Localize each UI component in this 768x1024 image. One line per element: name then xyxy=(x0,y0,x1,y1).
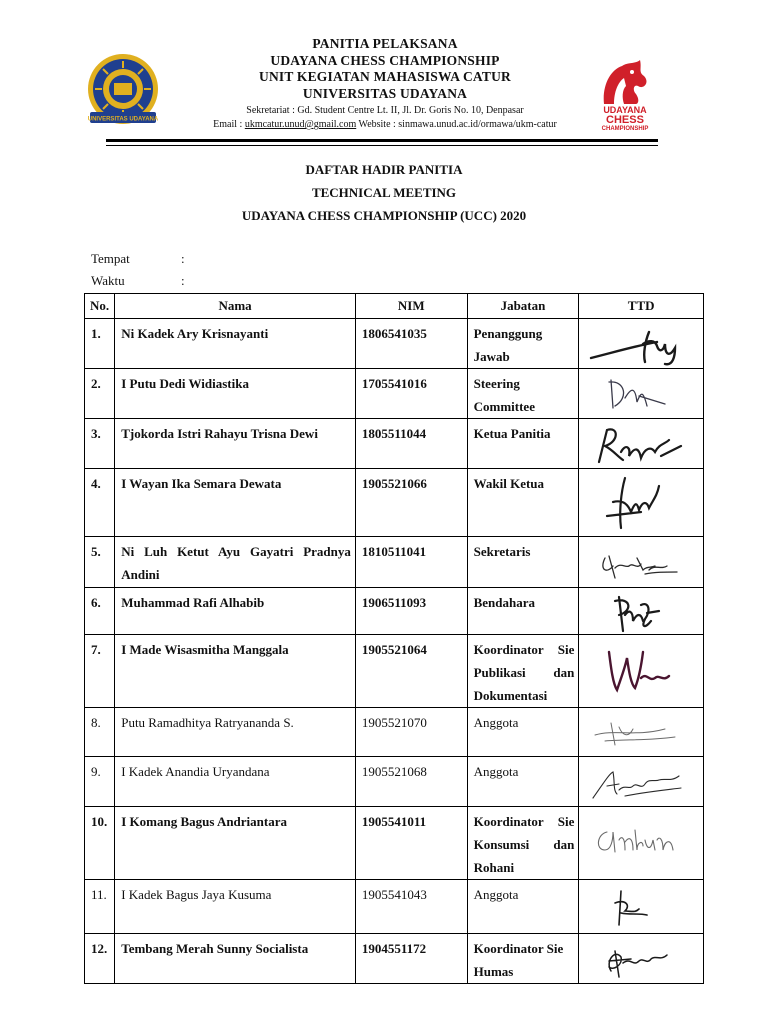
signature-icon xyxy=(585,591,690,634)
table-row xyxy=(85,635,704,708)
jabatan-line: Koordinator Sie xyxy=(473,642,575,657)
jabatan-line: Publikasi dan xyxy=(473,665,575,680)
cell-nama: Putu Ramadhitya Ratryananda S. xyxy=(115,708,356,757)
table-row xyxy=(85,537,704,588)
signature-cell xyxy=(579,934,704,984)
cell-no: 5. xyxy=(85,537,115,588)
table-row xyxy=(85,934,704,984)
cell-nim: 1906511093 xyxy=(355,588,467,635)
signature-icon xyxy=(585,322,690,368)
table-row xyxy=(85,757,704,807)
cell-no: 11. xyxy=(85,880,115,934)
cell-no: 1. xyxy=(85,319,115,369)
signature-icon xyxy=(585,638,690,707)
letterhead-rule-thick xyxy=(106,139,658,142)
cell-jabatan xyxy=(467,880,579,934)
table-row xyxy=(85,469,704,537)
letterhead-line-1: PANITIA PELAKSANA xyxy=(312,36,458,51)
cell-jabatan xyxy=(467,319,579,369)
right-logo-text-1: UDAYANA xyxy=(603,105,647,115)
letterhead-line-2: UDAYANA CHESS CHAMPIONSHIP xyxy=(270,52,500,68)
website-text: Website : sinmawa.unud.ac.id/ormawa/ukm-catur xyxy=(356,119,557,130)
signature-cell xyxy=(579,588,704,635)
letterhead-address: Sekretariat : Gd. Student Centre Lt. II, Jl. Dr. Goris No. 10, Denpasar xyxy=(246,105,524,116)
cell-nim: 1905541043 xyxy=(355,880,467,934)
cell-nama: I Kadek Bagus Jaya Kusuma xyxy=(115,880,356,934)
jabatan-line: Committee xyxy=(473,399,535,414)
signature-cell xyxy=(579,319,704,369)
table-row xyxy=(85,807,704,880)
cell-nama: I Made Wisasmitha Manggala xyxy=(115,635,356,708)
jabatan-line: Anggota xyxy=(473,715,519,730)
email-link[interactable]: ukmcatur.unud@gmail.com xyxy=(244,119,357,130)
email-label: Email : xyxy=(213,119,245,130)
table-row xyxy=(85,419,704,469)
cell-nim: 1806541035 xyxy=(355,319,467,369)
meta-label: Waktu xyxy=(91,273,125,288)
cell-no: 8. xyxy=(85,708,115,757)
jabatan-line: Wakil Ketua xyxy=(473,476,545,491)
letterhead-line-4: UNIVERSITAS UDAYANA xyxy=(302,85,468,101)
cell-no: 7. xyxy=(85,635,115,708)
signature-icon xyxy=(585,540,690,587)
signature-cell xyxy=(579,807,704,880)
cell-no: 9. xyxy=(85,757,115,807)
jabatan-line: Ketua Panitia xyxy=(473,426,551,441)
cell-nim: 1905521070 xyxy=(355,708,467,757)
signature-icon xyxy=(585,760,690,806)
cell-jabatan xyxy=(467,807,579,880)
jabatan-line: Konsumsi dan xyxy=(473,837,575,852)
cell-nama: Tjokorda Istri Rahayu Trisna Dewi xyxy=(115,419,356,469)
cell-nama: Muhammad Rafi Alhabib xyxy=(115,588,356,635)
document-title: DAFTAR HADIR PANITIA xyxy=(305,162,463,177)
cell-no: 10. xyxy=(85,807,115,880)
signature-cell xyxy=(579,708,704,757)
letterhead-text xyxy=(170,36,600,132)
cell-jabatan xyxy=(467,419,579,469)
header-no: No. xyxy=(85,294,115,319)
table-row xyxy=(85,880,704,934)
signature-icon xyxy=(585,883,690,933)
cell-nama: I Kadek Anandia Uryandana xyxy=(115,757,356,807)
jabatan-line: Rohani xyxy=(473,860,515,875)
cell-nama: Tembang Merah Sunny Socialista xyxy=(115,934,356,984)
cell-jabatan xyxy=(467,537,579,588)
right-logo-text-2: CHESS xyxy=(606,114,644,126)
cell-jabatan xyxy=(467,635,579,708)
jabatan-line: Anggota xyxy=(473,887,519,902)
document-event: UDAYANA CHESS CHAMPIONSHIP (UCC) 2020 xyxy=(241,208,527,223)
cell-nama: Ni Kadek Ary Krisnayanti xyxy=(115,319,356,369)
cell-nim: 1805511044 xyxy=(355,419,467,469)
letterhead-contact xyxy=(170,118,600,132)
signature-icon xyxy=(585,810,690,879)
cell-nim: 1904551172 xyxy=(355,934,467,984)
cell-nim: 1905521068 xyxy=(355,757,467,807)
document-subtitle: TECHNICAL MEETING xyxy=(311,185,457,200)
cell-jabatan xyxy=(467,469,579,537)
signature-cell xyxy=(579,757,704,807)
universitas-udayana-logo-icon xyxy=(86,52,160,126)
header-nim: NIM xyxy=(355,294,467,319)
jabatan-line: Penanggung xyxy=(473,326,543,341)
jabatan-line: Bendahara xyxy=(473,595,536,610)
cell-no: 3. xyxy=(85,419,115,469)
cell-nama: I Wayan Ika Semara Dewata xyxy=(115,469,356,537)
attendance-table xyxy=(84,293,704,984)
cell-nim: 1705541016 xyxy=(355,369,467,419)
table-row xyxy=(85,588,704,635)
signature-icon xyxy=(585,711,690,756)
meta-sep: : xyxy=(181,273,185,288)
cell-no: 4. xyxy=(85,469,115,537)
signature-cell xyxy=(579,369,704,419)
cell-nama: Ni Luh Ketut Ayu Gayatri Pradnya Andini xyxy=(115,537,356,588)
document-titles xyxy=(0,158,768,227)
jabatan-line: Anggota xyxy=(473,764,519,779)
cell-nim: 1905521064 xyxy=(355,635,467,708)
jabatan-line: Humas xyxy=(473,964,514,979)
table-header-row xyxy=(85,294,704,319)
udayana-chess-championship-logo-icon xyxy=(592,56,658,132)
header-jabatan: Jabatan xyxy=(467,294,579,319)
signature-icon xyxy=(585,422,690,468)
signature-icon xyxy=(585,372,690,417)
meta-waktu xyxy=(91,270,185,292)
signature-cell xyxy=(579,469,704,537)
jabatan-line: Sekretaris xyxy=(473,544,531,559)
signature-cell xyxy=(579,880,704,934)
letterhead-rule-thin xyxy=(106,145,658,146)
table-row xyxy=(85,369,704,419)
table-row xyxy=(85,319,704,369)
header-nama: Nama xyxy=(115,294,356,319)
right-logo-text-3: CHAMPIONSHIP xyxy=(601,126,649,132)
cell-jabatan xyxy=(467,369,579,419)
left-logo-text: UNIVERSITAS UDAYANA xyxy=(87,116,159,123)
meta-sep: : xyxy=(181,251,185,266)
cell-jabatan xyxy=(467,708,579,757)
header-ttd: TTD xyxy=(579,294,704,319)
signature-cell xyxy=(579,537,704,588)
jabatan-line: Steering xyxy=(473,376,520,391)
cell-nim: 1810511041 xyxy=(355,537,467,588)
cell-no: 12. xyxy=(85,934,115,984)
meta-tempat xyxy=(91,248,185,270)
cell-nim: 1905541011 xyxy=(355,807,467,880)
meta-label: Tempat xyxy=(91,251,130,266)
meta-fields xyxy=(91,248,185,292)
jabatan-line: Dokumentasi xyxy=(473,688,548,703)
jabatan-line: Koordinator Sie xyxy=(473,814,575,829)
cell-jabatan xyxy=(467,934,579,984)
letterhead xyxy=(0,0,768,150)
cell-nama: I Putu Dedi Widiastika xyxy=(115,369,356,419)
cell-no: 6. xyxy=(85,588,115,635)
jabatan-line: Koordinator Sie xyxy=(473,941,564,956)
cell-jabatan xyxy=(467,757,579,807)
letterhead-line-3: UNIT KEGIATAN MAHASISWA CATUR xyxy=(259,69,511,84)
signature-cell xyxy=(579,635,704,708)
jabatan-line: Jawab xyxy=(473,349,510,364)
signature-icon xyxy=(585,937,690,983)
cell-no: 2. xyxy=(85,369,115,419)
signature-icon xyxy=(585,472,690,536)
cell-nim: 1905521066 xyxy=(355,469,467,537)
cell-jabatan xyxy=(467,588,579,635)
table-row xyxy=(85,708,704,757)
signature-cell xyxy=(579,419,704,469)
cell-nama: I Komang Bagus Andriantara xyxy=(115,807,356,880)
